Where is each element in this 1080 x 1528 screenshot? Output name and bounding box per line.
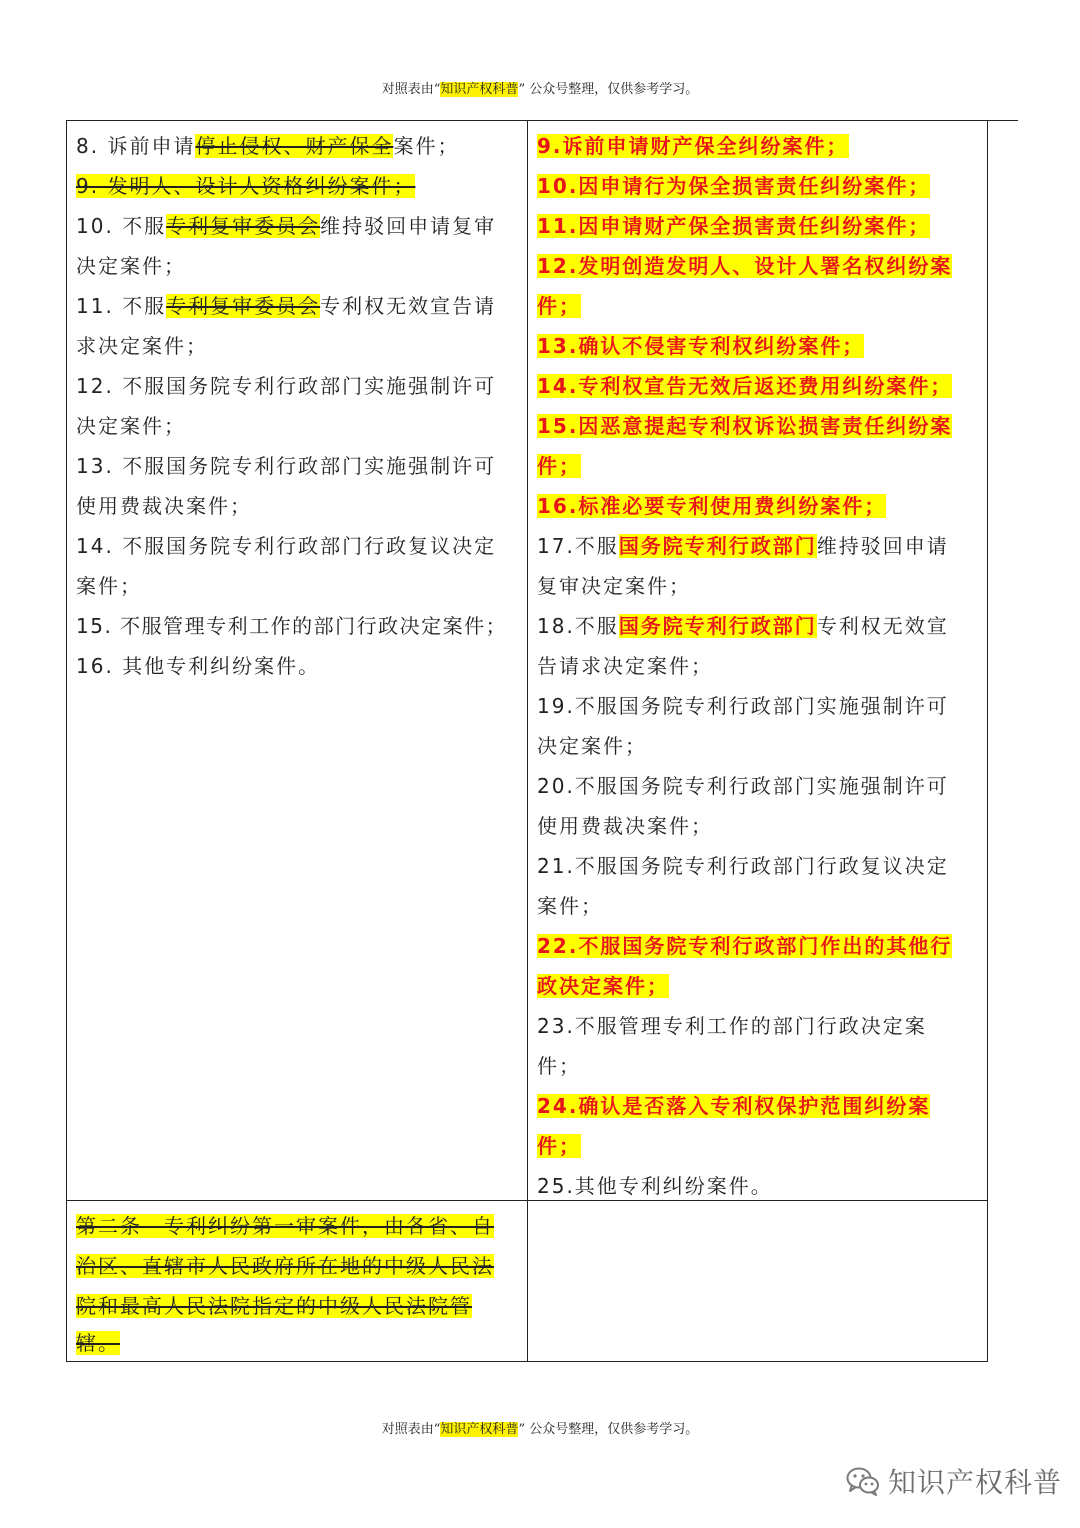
- line-text: 18.不服: [537, 614, 619, 638]
- right-line-12: [537, 566, 691, 606]
- added-text: 24.确认是否落入专利权保护范围纠纷案: [537, 1094, 931, 1118]
- article-two-cell: [76, 1206, 526, 1360]
- line-text: 17.不服: [537, 534, 619, 558]
- line-text: 12. 不服国务院专利行政部门实施强制许可: [76, 374, 497, 398]
- left-line-7: [76, 366, 496, 406]
- header-note-source: 知识产权科普: [440, 82, 519, 97]
- right-line-8: [537, 406, 952, 446]
- article-two-line-4: [76, 1326, 120, 1356]
- left-line-13: [76, 606, 507, 646]
- footer-note-suffix: ” 公众号整理，仅供参考学习。: [518, 1422, 699, 1437]
- added-text: 件；: [537, 1134, 581, 1158]
- line-text: 案件；: [393, 134, 460, 158]
- right-line-19: [537, 846, 949, 886]
- line-text: 13. 不服国务院专利行政部门实施强制许可: [76, 454, 497, 478]
- left-line-14: [76, 646, 320, 686]
- added-text: 14.专利权宣告无效后返还费用纠纷案件；: [537, 374, 953, 398]
- added-text: 11.因申请财产保全损害责任纠纷案件；: [537, 214, 931, 238]
- line-text: 15. 不服管理专利工作的部门行政决定案件；: [76, 614, 508, 638]
- added-text: 件；: [537, 294, 581, 318]
- right-line-17: [537, 766, 949, 806]
- right-line-14: [537, 646, 713, 686]
- right-line-23: [537, 1006, 927, 1046]
- line-text: 10. 不服: [76, 214, 167, 238]
- footer-note-source: 知识产权科普: [440, 1422, 519, 1437]
- line-text: 件；: [537, 1054, 581, 1078]
- line-text: 25.其他专利纠纷案件。: [537, 1174, 773, 1198]
- line-text: 23.不服管理专利工作的部门行政决定案: [537, 1014, 927, 1038]
- left-line-9: [76, 446, 496, 486]
- wechat-icon: [846, 1466, 880, 1496]
- added-text: 件；: [537, 454, 581, 478]
- line-text: 维持驳回申请: [816, 534, 949, 558]
- article-two-line-3: [76, 1286, 472, 1326]
- added-text: 22.不服国务院专利行政部门作出的其他行: [537, 934, 953, 958]
- line-text: 8. 诉前申请: [76, 134, 196, 158]
- table-bottom-border: [66, 1361, 988, 1362]
- right-line-26: [537, 1126, 581, 1166]
- deleted-text: 治区、直辖市人民政府所在地的中级人民法: [76, 1254, 494, 1278]
- line-text: 专利权无效宣告请: [320, 294, 497, 318]
- line-text: 11. 不服: [76, 294, 167, 318]
- line-text: 19.不服国务院专利行政部门实施强制许可: [537, 694, 949, 718]
- line-text: 维持驳回申请复审: [320, 214, 497, 238]
- line-text: 14. 不服国务院专利行政部门行政复议决定: [76, 534, 497, 558]
- right-line-27: [537, 1166, 773, 1206]
- header-note-suffix: ” 公众号整理，仅供参考学习。: [518, 82, 699, 97]
- added-text: 12.发明创造发明人、设计人署名权纠纷案: [537, 254, 953, 278]
- deleted-text: 停止侵权、财产保全: [195, 134, 394, 158]
- right-line-2: [537, 166, 930, 206]
- left-line-6: [76, 326, 208, 366]
- line-text: 告请求决定案件；: [537, 654, 713, 678]
- right-line-4: [537, 246, 952, 286]
- table-row-separator: [66, 1200, 988, 1201]
- left-line-2: [76, 166, 415, 206]
- line-text: 复审决定案件；: [537, 574, 691, 598]
- table-right-border: [987, 120, 988, 1362]
- deleted-text: 院和最高人民法院指定的中级人民法院管: [76, 1294, 472, 1318]
- line-text: 决定案件；: [537, 734, 647, 758]
- left-line-4: [76, 246, 186, 286]
- left-line-1: [76, 126, 459, 166]
- line-text: 求决定案件；: [76, 334, 208, 358]
- right-line-5: [537, 286, 581, 326]
- footer-note: [0, 1418, 1080, 1437]
- right-line-16: [537, 726, 647, 766]
- line-text: 使用费裁决案件；: [537, 814, 713, 838]
- right-line-7: [537, 366, 952, 406]
- deleted-text: 9. 发明人、设计人资格纠纷案件；: [76, 174, 416, 198]
- line-text: 案件；: [537, 894, 603, 918]
- deleted-text: 专利复审委员会: [166, 214, 321, 238]
- left-line-12: [76, 566, 142, 606]
- added-text: 16.标准必要专利使用费纠纷案件；: [537, 494, 887, 518]
- right-line-3: [537, 206, 930, 246]
- line-text: 使用费裁决案件；: [76, 494, 252, 518]
- right-line-13: [537, 606, 949, 646]
- left-column: [76, 126, 526, 1196]
- right-line-24: [537, 1046, 581, 1086]
- right-column: [537, 126, 985, 1196]
- deleted-text: 第二条 专利纠纷第一审案件，由各省、自: [76, 1214, 494, 1238]
- right-line-15: [537, 686, 949, 726]
- article-two-line-1: [76, 1206, 494, 1246]
- added-text: 15.因恶意提起专利权诉讼损害责任纠纷案: [537, 414, 953, 438]
- left-line-3: [76, 206, 496, 246]
- added-text: 国务院专利行政部门: [618, 614, 817, 638]
- right-line-20: [537, 886, 603, 926]
- table-left-border: [66, 120, 67, 1362]
- right-line-6: [537, 326, 864, 366]
- right-line-1: [537, 126, 849, 166]
- line-text: 决定案件；: [76, 414, 186, 438]
- left-line-10: [76, 486, 252, 526]
- table-top-border: [66, 120, 1018, 121]
- added-text: 13.确认不侵害专利权纠纷案件；: [537, 334, 865, 358]
- article-two-line-2: [76, 1246, 494, 1286]
- right-line-18: [537, 806, 713, 846]
- line-text: 专利权无效宣: [816, 614, 949, 638]
- added-text: 9.诉前申请财产保全纠纷案件；: [537, 134, 849, 158]
- header-note-prefix: 对照表由“: [381, 82, 441, 97]
- right-line-25: [537, 1086, 930, 1126]
- added-text: 政决定案件；: [537, 974, 669, 998]
- watermark-text: 知识产权科普: [888, 1466, 1063, 1499]
- added-text: 10.因申请行为保全损害责任纠纷案件；: [537, 174, 931, 198]
- line-text: 16. 其他专利纠纷案件。: [76, 654, 321, 678]
- line-text: 案件；: [76, 574, 142, 598]
- left-line-8: [76, 406, 186, 446]
- deleted-text: 专利复审委员会: [166, 294, 321, 318]
- right-line-9: [537, 446, 581, 486]
- left-line-5: [76, 286, 496, 326]
- table-divider: [527, 120, 528, 1362]
- right-line-21: [537, 926, 952, 966]
- right-line-22: [537, 966, 669, 1006]
- watermark: [846, 1458, 1062, 1504]
- footer-note-prefix: 对照表由“: [381, 1422, 441, 1437]
- deleted-text: 辖。: [76, 1331, 120, 1355]
- right-line-10: [537, 486, 886, 526]
- added-text: 国务院专利行政部门: [618, 534, 817, 558]
- header-note: [0, 78, 1080, 97]
- left-line-11: [76, 526, 496, 566]
- line-text: 决定案件；: [76, 254, 186, 278]
- line-text: 20.不服国务院专利行政部门实施强制许可: [537, 774, 949, 798]
- right-line-11: [537, 526, 949, 566]
- line-text: 21.不服国务院专利行政部门行政复议决定: [537, 854, 949, 878]
